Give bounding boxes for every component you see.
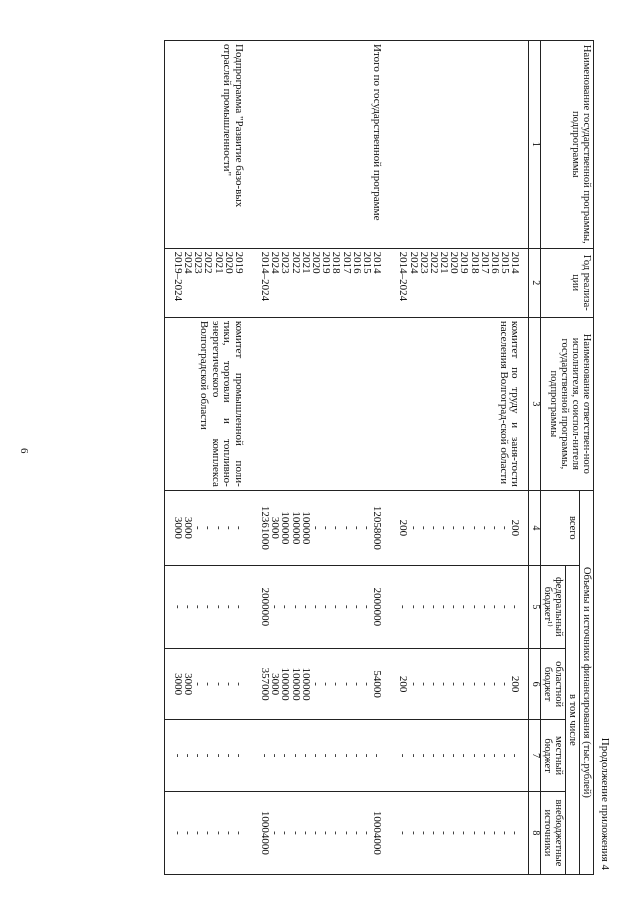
- local-value: -: [269, 753, 282, 758]
- local-value: -: [509, 753, 522, 758]
- table-body: [164, 41, 529, 875]
- local-value: -: [222, 753, 235, 758]
- year-value: 2020: [222, 251, 235, 274]
- extrabudget-value: -: [458, 831, 471, 835]
- federal-value: 2000000: [371, 587, 384, 627]
- year-value: 2021: [438, 251, 451, 274]
- extrabudget-value: -: [330, 831, 343, 835]
- total-value: -: [417, 525, 430, 530]
- regional-value: 200: [397, 675, 410, 693]
- regional-value: -: [361, 682, 373, 686]
- federal-value: -: [340, 605, 353, 609]
- year-value: 2019: [458, 251, 471, 274]
- year-value: 2024: [182, 251, 194, 274]
- local-value: -: [320, 753, 333, 758]
- local-value: -: [212, 753, 225, 758]
- year-value: 2023: [192, 251, 205, 274]
- regional-value: -: [427, 682, 440, 686]
- extrabudget-value: -: [192, 831, 205, 835]
- regional-value: -: [458, 682, 471, 686]
- year-value: 2021: [299, 251, 312, 274]
- regional-value: -: [330, 682, 343, 686]
- column-number: 3: [529, 317, 541, 490]
- local-value: -: [417, 753, 430, 758]
- total-value-cell: [390, 490, 529, 565]
- total-value: -: [340, 525, 353, 530]
- year-value: 2023: [279, 251, 292, 274]
- header-federal: федеральный бюджет¹⁾: [540, 565, 565, 648]
- federal-value: -: [448, 605, 461, 609]
- header-total: всего: [540, 490, 579, 565]
- year-value: 2019: [232, 251, 245, 274]
- local-value: -: [340, 753, 353, 758]
- extrabudget-value: 10004000: [371, 810, 384, 855]
- total-value: -: [478, 525, 491, 530]
- year-value: 2018: [468, 251, 481, 274]
- regional-value: 200: [509, 675, 522, 693]
- federal-value: -: [299, 605, 312, 609]
- extrabudget-value: -: [350, 831, 363, 835]
- extrabudget-value: -: [438, 831, 451, 835]
- regional-value: 100000: [299, 667, 312, 701]
- extrabudget-value: -: [397, 831, 410, 835]
- total-value: -: [320, 525, 333, 530]
- local-value: -: [427, 753, 440, 758]
- regional-value: 54000: [371, 670, 384, 698]
- total-value: -: [202, 525, 215, 530]
- extrabudget-value: -: [269, 831, 282, 835]
- federal-value-cell: [390, 565, 529, 648]
- total-value: 200: [509, 519, 522, 537]
- continuation-note: Продолжение приложения 4: [599, 737, 611, 870]
- regional-value: -: [192, 682, 205, 686]
- local-value: -: [279, 753, 292, 758]
- federal-value: -: [407, 605, 420, 609]
- federal-value: -: [212, 605, 225, 609]
- federal-value: -: [269, 605, 282, 609]
- executor-cell: [164, 317, 252, 490]
- year-value: 2023: [417, 251, 430, 274]
- column-number: 6: [529, 648, 541, 720]
- regional-value: -: [232, 682, 245, 686]
- local-value: -: [438, 753, 451, 758]
- extrabudget-value-cell: [252, 791, 390, 874]
- local-value: -: [499, 753, 512, 758]
- extrabudget-value: -: [361, 831, 373, 835]
- regional-value: -: [478, 682, 491, 686]
- header-regional: областной бюджет: [540, 648, 565, 720]
- column-numbers-row: [529, 41, 541, 875]
- federal-value: -: [192, 605, 205, 609]
- regional-value: -: [212, 682, 225, 686]
- federal-value: -: [222, 605, 235, 609]
- local-value-cell: [390, 720, 529, 792]
- local-value: -: [489, 753, 502, 758]
- column-number: 4: [529, 490, 541, 565]
- year-value: 2024: [407, 251, 420, 274]
- executor-name: комитет промышленной поли-тики, торговли и топливно-энергетического комплекса Волгоградской области: [198, 320, 245, 487]
- extrabudget-value: -: [478, 831, 491, 835]
- year-value: 2022: [202, 251, 215, 274]
- extrabudget-value: -: [222, 831, 235, 835]
- regional-value: 3000: [269, 673, 282, 696]
- year-value: 2017: [478, 251, 491, 274]
- year-value-cell: [164, 248, 252, 317]
- local-value: -: [171, 753, 184, 758]
- federal-value: -: [330, 605, 343, 609]
- column-number: 7: [529, 720, 541, 792]
- year-value: 2015: [361, 251, 373, 274]
- year-value: 2019–2024: [171, 251, 184, 302]
- regional-value-cell: [390, 648, 529, 720]
- year-value-cell: [390, 248, 529, 317]
- federal-value: -: [320, 605, 333, 609]
- year-value: 2021: [212, 251, 225, 274]
- year-value: 2016: [350, 251, 363, 274]
- federal-value: -: [458, 605, 471, 609]
- total-value: 100000: [279, 511, 292, 545]
- total-value: -: [427, 525, 440, 530]
- table-header: [529, 41, 594, 875]
- header-including: в том числе: [565, 565, 579, 874]
- total-value: -: [350, 525, 363, 530]
- header-funding: Объемы и источники финансирования (тыс.рублей): [579, 490, 593, 874]
- extrabudget-value: -: [509, 831, 522, 835]
- extrabudget-value: -: [182, 831, 194, 835]
- federal-value: -: [509, 605, 522, 609]
- executor-cell: [390, 317, 529, 490]
- year-value: 2014: [509, 251, 522, 274]
- program-name: Подпрограмма "Развитие базо-вых отраслей промышленности": [221, 44, 245, 208]
- federal-value: -: [397, 605, 410, 609]
- extrabudget-value: -: [340, 831, 353, 835]
- local-value: -: [192, 753, 205, 758]
- extrabudget-value: -: [279, 831, 292, 835]
- year-value: 2024: [269, 251, 282, 274]
- year-value-cell: [252, 248, 390, 317]
- regional-value: -: [499, 682, 512, 686]
- local-value-cell: [164, 720, 252, 792]
- column-number: 1: [529, 41, 541, 249]
- total-value: -: [310, 525, 323, 530]
- year-value: 2017: [340, 251, 353, 274]
- regional-value-cell: [164, 648, 252, 720]
- local-value: -: [478, 753, 491, 758]
- federal-value: -: [289, 605, 302, 609]
- regional-value: -: [448, 682, 461, 686]
- total-value: 3000: [182, 516, 194, 539]
- local-value: -: [397, 753, 410, 758]
- federal-value: -: [171, 605, 184, 609]
- federal-value: -: [232, 605, 245, 609]
- federal-value: -: [468, 605, 481, 609]
- regional-value: -: [350, 682, 363, 686]
- extrabudget-value: -: [232, 831, 245, 835]
- total-value: 12361000: [259, 505, 272, 550]
- extrabudget-value: -: [171, 831, 184, 835]
- local-value: -: [182, 753, 194, 758]
- federal-value: -: [417, 605, 430, 609]
- local-value: -: [259, 753, 272, 758]
- extrabudget-value: -: [489, 831, 502, 835]
- program-block: [164, 41, 252, 875]
- year-value: 2014–2024: [259, 251, 272, 302]
- year-value: 2022: [427, 251, 440, 274]
- total-value: -: [330, 525, 343, 530]
- federal-value: -: [438, 605, 451, 609]
- regional-value: -: [468, 682, 481, 686]
- header-year: Год реализа-ции: [540, 248, 593, 317]
- extrabudget-value-cell: [164, 791, 252, 874]
- extrabudget-value: -: [407, 831, 420, 835]
- local-value: -: [361, 753, 373, 758]
- executor-name: комитет по труду и заня-тости населения Волгоград-ской области: [497, 320, 522, 487]
- extrabudget-value: -: [468, 831, 481, 835]
- program-name-cell: [252, 41, 390, 249]
- header-local: местный бюджет: [540, 720, 565, 792]
- local-value: -: [289, 753, 302, 758]
- regional-value: -: [407, 682, 420, 686]
- federal-value: -: [478, 605, 491, 609]
- local-value: -: [468, 753, 481, 758]
- federal-value: 2000000: [259, 587, 272, 627]
- year-value: 2020: [310, 251, 323, 274]
- year-value: 2018: [330, 251, 343, 274]
- total-value: -: [407, 525, 420, 530]
- federal-value: -: [182, 605, 194, 609]
- regional-value-cell: [252, 648, 390, 720]
- year-value: 2015: [499, 251, 512, 274]
- regional-value: -: [438, 682, 451, 686]
- total-value: -: [192, 525, 205, 530]
- extrabudget-value: 10004000: [259, 810, 272, 855]
- federal-value: -: [310, 605, 323, 609]
- federal-value: -: [361, 605, 373, 609]
- federal-value: -: [279, 605, 292, 609]
- total-value: -: [468, 525, 481, 530]
- local-value-cell: [252, 720, 390, 792]
- program-block: [252, 41, 390, 875]
- executor-cell: [252, 317, 390, 490]
- federal-value: -: [427, 605, 440, 609]
- year-value: 2016: [489, 251, 502, 274]
- regional-value: -: [417, 682, 430, 686]
- regional-value: -: [340, 682, 353, 686]
- total-value-cell: [252, 490, 390, 565]
- federal-value-cell: [252, 565, 390, 648]
- extrabudget-value: -: [448, 831, 461, 835]
- total-value: 12058000: [371, 505, 384, 550]
- local-value: -: [350, 753, 363, 758]
- rotated-page: [40, 40, 610, 875]
- regional-value: 100000: [279, 667, 292, 701]
- year-value: 2014: [371, 251, 384, 274]
- total-value: -: [458, 525, 471, 530]
- funding-table: [164, 40, 594, 875]
- total-value: -: [222, 525, 235, 530]
- extrabudget-value: -: [320, 831, 333, 835]
- extrabudget-value: -: [427, 831, 440, 835]
- total-value: -: [232, 525, 245, 530]
- local-value: -: [310, 753, 323, 758]
- extrabudget-value: -: [310, 831, 323, 835]
- local-value: -: [299, 753, 312, 758]
- local-value: -: [458, 753, 471, 758]
- total-value: -: [499, 525, 512, 530]
- total-value: 100000: [289, 511, 302, 545]
- total-value-cell: [164, 490, 252, 565]
- regional-value: -: [320, 682, 333, 686]
- regional-value: 357000: [259, 667, 272, 701]
- column-number: 2: [529, 248, 541, 317]
- regional-value: -: [202, 682, 215, 686]
- local-value: -: [448, 753, 461, 758]
- total-value: -: [212, 525, 225, 530]
- column-number: 5: [529, 565, 541, 648]
- program-name-cell: [164, 41, 252, 249]
- header-program-name: Наименование государственной программы, подпрограммы: [540, 41, 593, 249]
- year-value: 2014–2024: [397, 251, 410, 302]
- local-value: -: [407, 753, 420, 758]
- regional-value: -: [489, 682, 502, 686]
- total-value: -: [448, 525, 461, 530]
- program-name-cell: [390, 41, 529, 249]
- federal-value: -: [489, 605, 502, 609]
- column-number: 8: [529, 791, 541, 874]
- page-number: 6: [18, 448, 30, 454]
- total-value: -: [438, 525, 451, 530]
- extrabudget-value-cell: [390, 791, 529, 874]
- year-value: 2020: [448, 251, 461, 274]
- total-value: -: [489, 525, 502, 530]
- year-value: 2019: [320, 251, 333, 274]
- federal-value: -: [350, 605, 363, 609]
- regional-value: 3000: [171, 673, 184, 696]
- extrabudget-value: -: [299, 831, 312, 835]
- header-executor: Наименование ответствен-ного исполнителя, соиспол-нителя государственной программы, подпрограммы: [540, 317, 593, 490]
- local-value: -: [330, 753, 343, 758]
- regional-value: -: [222, 682, 235, 686]
- local-value: -: [371, 753, 384, 758]
- year-value: 2022: [289, 251, 302, 274]
- extrabudget-value: -: [417, 831, 430, 835]
- program-name: Итого по государственной программе: [371, 44, 384, 221]
- regional-value: 100000: [289, 667, 302, 701]
- federal-value-cell: [164, 565, 252, 648]
- regional-value: 3000: [182, 673, 194, 696]
- total-value: 200: [397, 519, 410, 537]
- extrabudget-value: -: [499, 831, 512, 835]
- total-value: 3000: [171, 516, 184, 539]
- extrabudget-value: -: [289, 831, 302, 835]
- extrabudget-value: -: [202, 831, 215, 835]
- local-value: -: [202, 753, 215, 758]
- federal-value: -: [499, 605, 512, 609]
- federal-value: -: [202, 605, 215, 609]
- total-value: 3000: [269, 516, 282, 539]
- extrabudget-value: -: [212, 831, 225, 835]
- total-value: 100000: [299, 511, 312, 545]
- local-value: -: [232, 753, 245, 758]
- header-extrabudget: внебюджетные источники: [540, 791, 565, 874]
- regional-value: -: [310, 682, 323, 686]
- program-block: [390, 41, 529, 875]
- total-value: -: [361, 525, 373, 530]
